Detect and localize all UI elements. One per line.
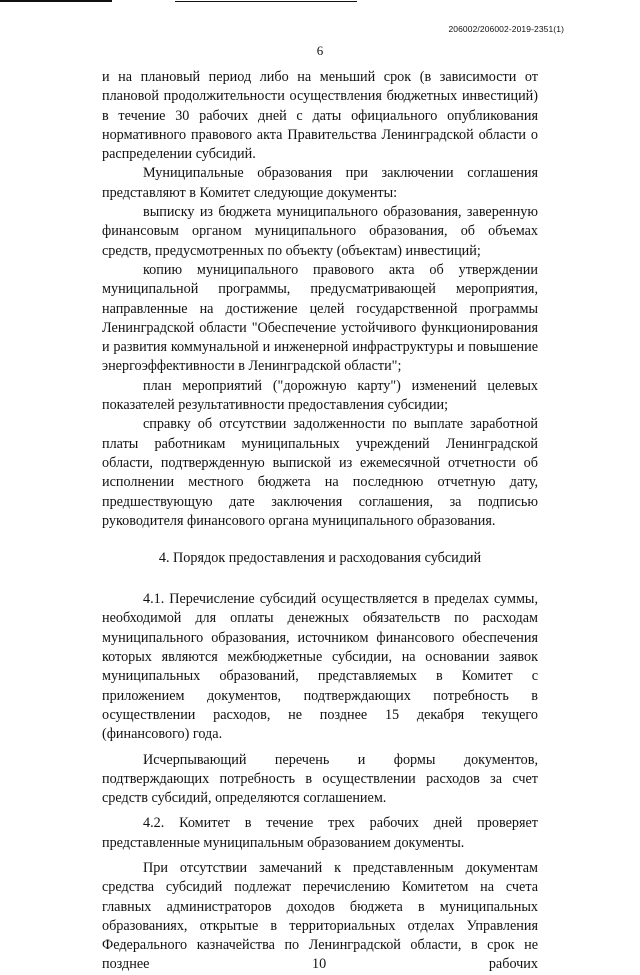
paragraph: Исчерпывающий перечень и формы документов, подтверждающих потребность в осуществлении расходов за счет средств субсидий, определяются соглашением. <box>102 751 538 807</box>
paragraph: копию муниципального правового акта об утверждении муниципальной программы, предусматривающей мероприятия, направленные на достижение целей государственной программы Ленинградской области "Обеспечение устойчивого функционирования и развития коммунальной и инженерной инфраструктуры и повышение энергоэффективности в Ленинградской области"; <box>102 261 538 375</box>
header-rule-left <box>0 0 112 2</box>
paragraph: план мероприятий ("дорожную карту") изменений целевых показателей результативности предоставления субсидии; <box>102 377 538 414</box>
document-body <box>102 68 538 975</box>
document-number: 206002/206002-2019-2351(1) <box>448 24 564 34</box>
paragraph: и на плановый период либо на меньший срок (в зависимости от плановой продолжительности осуществления бюджетных инвестиций) в течение 30 рабочих дней с даты официального опубликования нормативного правового акта Правительства Ленинградской области о распределении субсидий. <box>102 69 538 163</box>
paragraph: При отсутствии замечаний к представленным документам средства субсидий подлежат перечислению Комитетом на счета главных администраторов доходов бюджета в муниципальных образованиях, открытые в территориальных отделах Управления Федерального казначейства по Ленинградской области, в срок не позднее 10 рабочих <box>102 859 538 973</box>
page-number: 6 <box>316 43 324 58</box>
header-rule-right <box>175 1 357 2</box>
paragraph: 4.1. Перечисление субсидий осуществляется в пределах суммы, необходимой для оплаты денежных обязательств по расходам муниципального образования, источником финансового обеспечения которых являются межбюджетные субсидии, на основании заявок муниципальных образований, представляемых в Комитет с приложением документов, подтверждающих потребность в осуществлении расходов, не позднее 15 декабря текущего (финансового) года. <box>102 591 538 743</box>
section-title: 4. Порядок предоставления и расходования субсидий <box>158 550 482 567</box>
paragraph: справку об отсутствии задолженности по выплате заработной платы работникам муниципальных учреждений Ленинградской области, подтвержденную выпиской из ежемесячной отчетности об исполнении местного бюджета на последнюю отчетную дату, предшествующую дате заключения соглашения, за подписью руководителя финансового органа муниципального образования. <box>102 416 538 529</box>
paragraph: 4.2. Комитет в течение трех рабочих дней проверяет представленные муниципальным образованием документы. <box>102 815 538 851</box>
paragraph: выписку из бюджета муниципального образования, заверенную финансовым органом муниципального образования, об объемах средств, предусмотренных по объекту (объектам) инвестиций; <box>102 204 538 259</box>
paragraph: Муниципальные образования при заключении соглашения представляют в Комитет следующие документы: <box>102 165 538 201</box>
